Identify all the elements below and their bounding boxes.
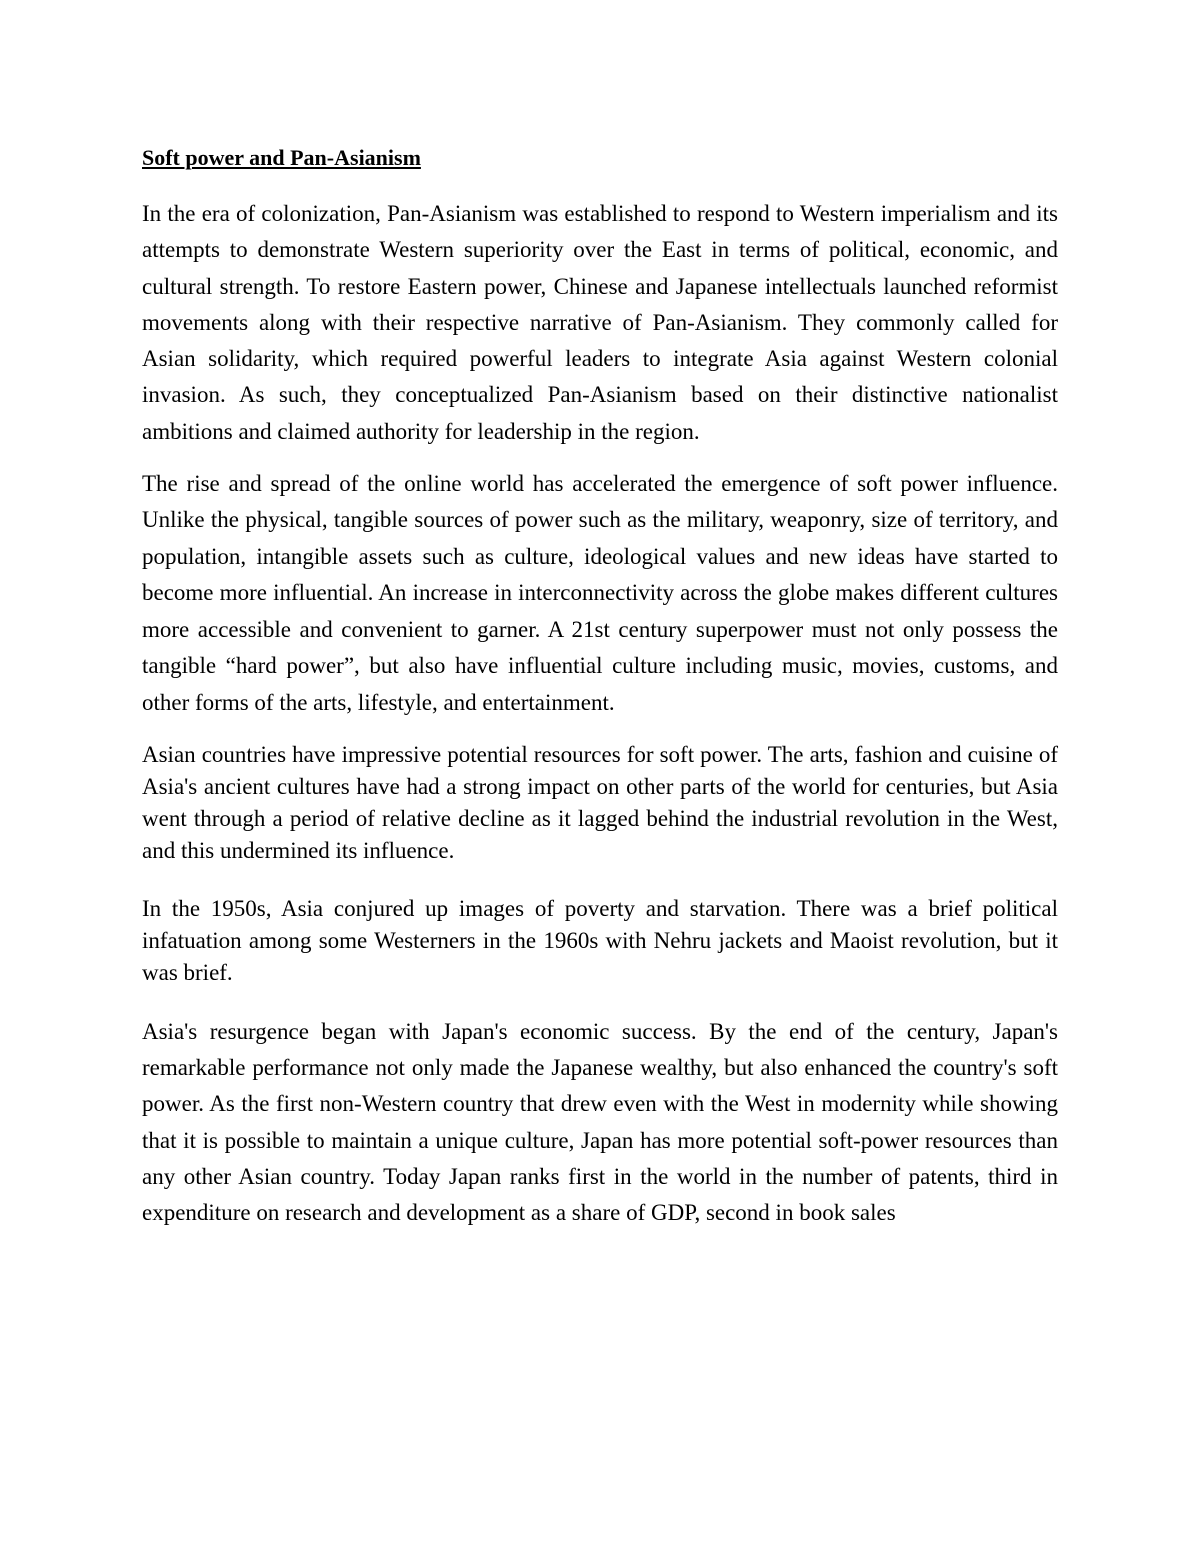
paragraph-japan-resurgence: Asia's resurgence began with Japan's economic success. By the end of the century, Japan's remarkable performance not only made the Japanese wealthy, but also enhanced the country's soft power. As the first non-Western country that drew even with the West in modernity while showing that it is possible to maintain a unique culture, Japan has more potential soft-power resources than any other Asian country. Today Japan ranks first in the world in the number of patents, third in expenditure on research and development as a share of GDP, second in book sales [142,1018,1058,1225]
document-title: Soft power and Pan-Asianism [142,145,421,170]
paragraph-asian-resources: Asian countries have impressive potential resources for soft power. The arts, fashion and cuisine of Asia's ancient cultures have had a strong impact on other parts of the world for centuries, but Asia went through a period of relative decline as it lagged behind the industrial revolution in the West, and this undermined its influence. [142,741,1058,863]
paragraph-1950s: In the 1950s, Asia conjured up images of poverty and starvation. There was a brief political infatuation among some Westerners in the 1960s with Nehru jackets and Maoist revolution, but it was brief. [142,895,1058,985]
paragraph-pan-asianism: In the era of colonization, Pan-Asianism was established to respond to Western imperialism and its attempts to demonstrate Western superiority over the East in terms of political, economic, and cultural strength. To restore Eastern power, Chinese and Japanese intellectuals launched reformist movements along with their respective narrative of Pan-Asianism. They commonly called for Asian solidarity, which required powerful leaders to integrate Asia against Western colonial invasion. As such, they conceptualized Pan-Asianism based on their distinctive nationalist ambitions and claimed authority for leadership in the region. [142,201,1058,444]
paragraph-online-world: The rise and spread of the online world has accelerated the emergence of soft power influence. Unlike the physical, tangible sources of power such as the military, weaponry, size of territory, and population, intangible assets such as culture, ideological values and new ideas have started to become more influential. An increase in interconnectivity across the globe makes different cultures more accessible and convenient to garner. A 21st century superpower must not only possess the tangible “hard power”, but also have influential culture including music, movies, customs, and other forms of the arts, lifestyle, and entertainment. [142,471,1058,715]
document-page [142,140,1058,1231]
